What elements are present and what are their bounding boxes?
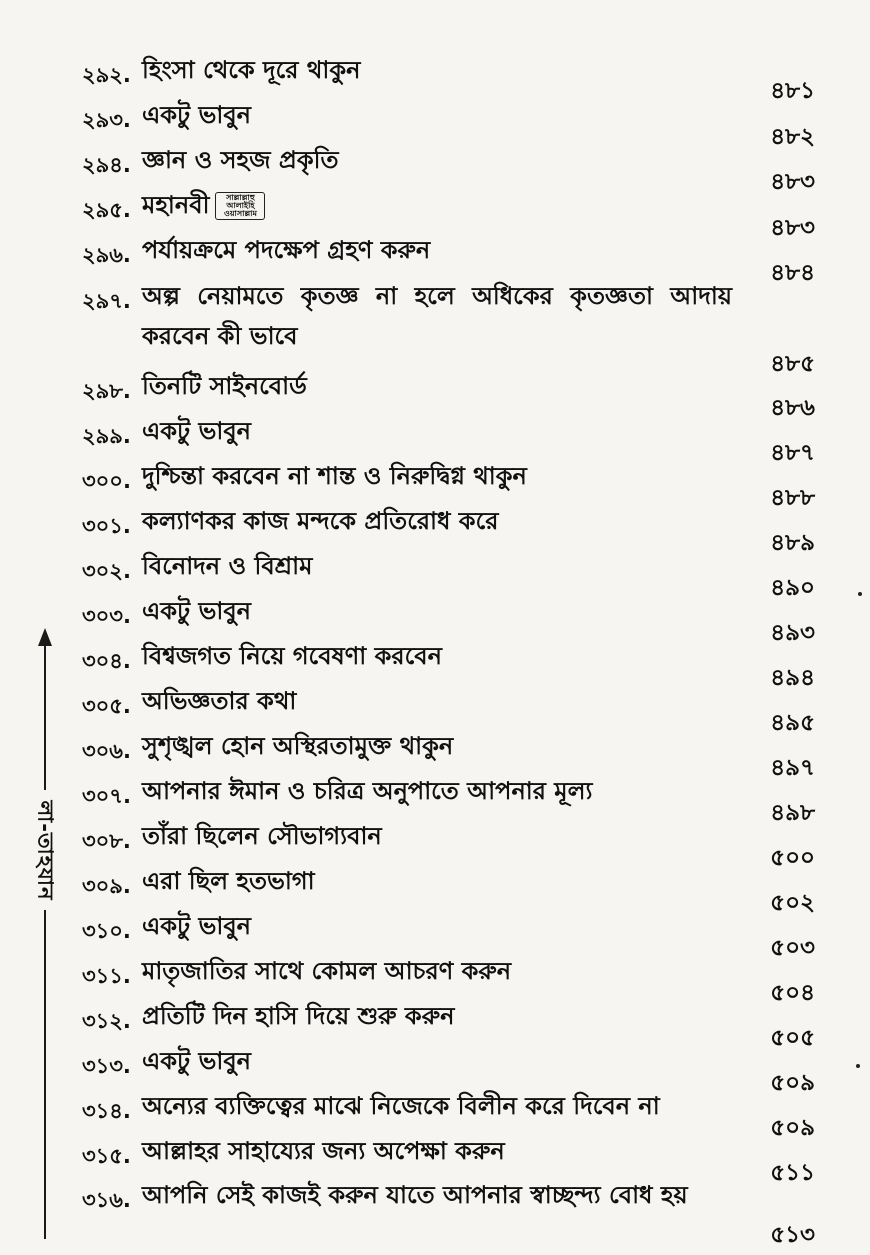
entry-page-number: ৫০২ xyxy=(770,890,815,916)
entry-title-text: আল্লাহর সাহায্যের জন্য অপেক্ষা করুন xyxy=(142,1137,505,1165)
entry-title xyxy=(142,726,732,766)
entry-page-number: ৫১১ xyxy=(770,1160,815,1186)
entry-title xyxy=(142,366,732,406)
entry-number: ২৯৬. xyxy=(82,243,131,267)
entry-page-number: ৪৮৩ xyxy=(770,215,815,241)
entry-title-text: আপনার ঈমান ও চরিত্র অনুপাতে আপনার মূল্য xyxy=(142,777,593,805)
entry-title xyxy=(142,996,732,1036)
entry-number: ৩০৮. xyxy=(82,829,131,853)
entry-page-number: ৫০৯ xyxy=(770,1115,815,1141)
entry-title xyxy=(142,1175,732,1215)
side-tab xyxy=(23,790,65,910)
entry-number: ২৯২. xyxy=(82,63,131,87)
entry-page-number: ৫০৩ xyxy=(770,935,815,961)
entry-title xyxy=(142,185,732,225)
entry-title-text: অন্যের ব্যক্তিত্বের মাঝে নিজেকে বিলীন করে দিবেন না xyxy=(142,1092,660,1120)
entry-title xyxy=(142,951,732,991)
entry-number: ৩০৫. xyxy=(82,694,131,718)
entry-page-number: ৪৯৫ xyxy=(770,710,815,736)
entry-number: ২৯৮. xyxy=(82,379,131,403)
entry-title-text: আপনি সেই কাজই করুন যাতে আপনার স্বাচ্ছন্দ্য বোধ হয় xyxy=(142,1181,688,1209)
entry-title xyxy=(142,861,732,901)
entry-title-text: একটু ভাবুন xyxy=(142,1047,252,1075)
entry-title xyxy=(142,681,732,721)
entry-title xyxy=(142,95,732,135)
entry-page-number: ৪৮৩ xyxy=(770,169,815,195)
entry-title-text: অল্প নেয়ামতে কৃতজ্ঞ না হলে অধিকের কৃতজ্ঞতা আদায় করবেন কী ভাবে xyxy=(142,282,732,350)
entry-title xyxy=(142,140,732,180)
entry-title xyxy=(142,546,732,586)
entry-title xyxy=(142,1131,732,1171)
entry-number: ২৯৭. xyxy=(82,289,131,313)
entry-title xyxy=(142,456,732,496)
entry-title xyxy=(142,276,732,356)
entry-page-number: ৪৯০ xyxy=(770,575,815,601)
entry-number: ৩০০. xyxy=(82,469,131,493)
entry-page-number: ৫০৫ xyxy=(770,1025,815,1051)
side-tab-label: লা-তাহযান xyxy=(33,799,58,901)
entry-title-text: দুশ্চিন্তা করবেন না শান্ত ও নিরুদ্বিগ্ন থাকুন xyxy=(142,462,527,490)
entry-title-text: একটু ভাবুন xyxy=(142,912,252,940)
entry-number: ৩০১. xyxy=(82,514,131,538)
entry-title xyxy=(142,230,732,270)
entry-number: ২৯৫. xyxy=(82,198,131,222)
entry-title-text: বিশ্বজগত নিয়ে গবেষণা করবেন xyxy=(142,642,442,670)
entry-number: ৩১৫. xyxy=(82,1144,131,1168)
entry-title-text: জ্ঞান ও সহজ প্রকৃতি xyxy=(142,146,339,174)
entry-page-number: ৪৯৩ xyxy=(770,620,815,646)
entry-number: ২৯৯. xyxy=(82,424,131,448)
entry-title-text: অভিজ্ঞতার কথা xyxy=(142,687,297,715)
entry-page-number: ৪৮৬ xyxy=(770,395,815,421)
entry-title xyxy=(142,411,732,451)
entry-page-number: ৫০৪ xyxy=(770,980,815,1006)
entry-title xyxy=(142,501,732,541)
entry-number: ২৯৩. xyxy=(82,108,131,132)
entry-page-number: ৪৯৮ xyxy=(770,800,815,826)
entry-number: ৩০৩. xyxy=(82,604,131,628)
entry-page-number: ৪৮১ xyxy=(770,78,815,104)
entry-title-text: একটু ভাবুন xyxy=(142,597,252,625)
margin-line xyxy=(44,642,46,1239)
entry-title-text: মাতৃজাতির সাথে কোমল আচরণ করুন xyxy=(142,957,512,985)
entry-title-text: কল্যাণকর কাজ মন্দকে প্রতিরোধ করে xyxy=(142,507,499,535)
entry-number: ২৯৪. xyxy=(82,153,131,177)
entry-number: ৩১৩. xyxy=(82,1054,131,1078)
entry-number: ৩০৬. xyxy=(82,739,131,763)
entry-title-text: সুশৃঙ্খল হোন অস্থিরতামুক্ত থাকুন xyxy=(142,732,454,760)
entry-title xyxy=(142,50,732,90)
entry-title xyxy=(142,816,732,856)
entry-title-text: বিনোদন ও বিশ্রাম xyxy=(142,552,313,580)
entry-number: ৩০৭. xyxy=(82,784,131,808)
entry-number: ৩০২. xyxy=(82,559,131,583)
entry-page-number: ৪৮৫ xyxy=(770,351,815,377)
entry-title-text: হিংসা থেকে দূরে থাকুন xyxy=(142,56,361,84)
entry-title xyxy=(142,591,732,631)
entry-title xyxy=(142,1041,732,1081)
entry-title-text: তাঁরা ছিলেন সৌভাগ্যবান xyxy=(142,822,382,850)
entry-page-number: ৪৮৪ xyxy=(770,260,815,286)
entry-number: ৩০৯. xyxy=(82,874,131,898)
entry-page-number: ৪৯৭ xyxy=(770,755,815,781)
entry-title-text: এরা ছিল হতভাগা xyxy=(142,867,315,895)
entry-title xyxy=(142,771,732,811)
ink-speck xyxy=(856,1064,860,1068)
entry-page-number: ৪৯৪ xyxy=(770,665,815,691)
entry-number: ৩১৬. xyxy=(82,1188,131,1212)
entry-title xyxy=(142,906,732,946)
entry-number: ৩১১. xyxy=(82,964,131,988)
entry-page-number: ৪৮২ xyxy=(770,124,815,150)
entry-number: ৩০৪. xyxy=(82,649,131,673)
entry-title xyxy=(142,636,732,676)
entry-page-number: ৪৮৮ xyxy=(770,485,815,511)
ink-speck xyxy=(858,592,862,596)
entry-number: ৩১৪. xyxy=(82,1099,131,1123)
entry-title-text: পর্যায়ক্রমে পদক্ষেপ গ্রহণ করুন xyxy=(142,236,431,264)
entry-page-number: ৫১৩ xyxy=(770,1222,815,1248)
entry-title-text: একটু ভাবুন xyxy=(142,101,252,129)
entry-page-number: ৫০০ xyxy=(770,845,815,871)
entry-number: ৩১০. xyxy=(82,919,131,943)
entry-page-number: ৫০৯ xyxy=(770,1070,815,1096)
entry-number: ৩১২. xyxy=(82,1009,131,1033)
entry-title-text: তিনটি সাইনবোর্ড xyxy=(142,372,307,400)
entry-title-text: একটু ভাবুন xyxy=(142,417,252,445)
entry-title-text: প্রতিটি দিন হাসি দিয়ে শুরু করুন xyxy=(142,1002,455,1030)
entry-title xyxy=(142,1086,732,1126)
salutation-stamp: সাল্লাল্লাহু আলাইহি ওয়াসাল্লাম xyxy=(215,192,265,220)
entry-page-number: ৪৮৯ xyxy=(770,530,815,556)
entry-title-text: মহানবী xyxy=(142,191,210,219)
entry-page-number: ৪৮৭ xyxy=(770,440,815,466)
